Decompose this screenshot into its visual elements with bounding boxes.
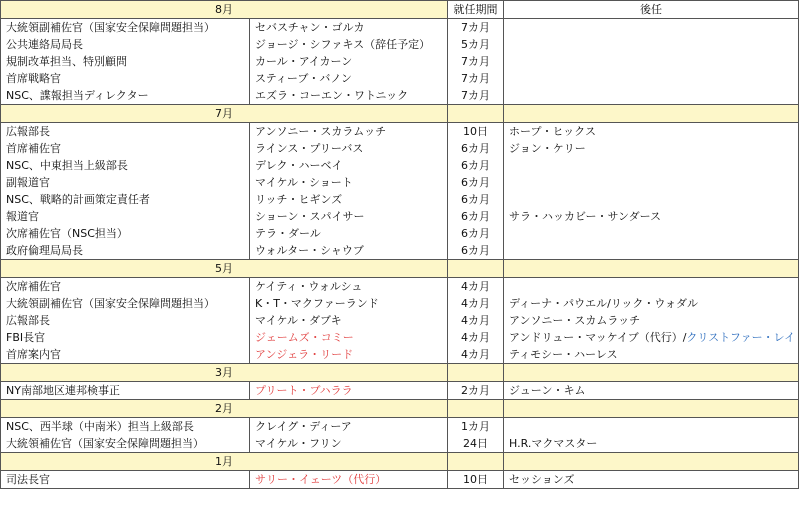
position-cell: 副報道官 (1, 174, 250, 191)
successor-cell (504, 382, 799, 400)
duration-cell: 24日 (448, 435, 504, 453)
position-cell: 次席補佐官 (1, 278, 250, 296)
duration-cell: 7カ月 (448, 19, 504, 37)
name-cell: ショーン・スパイサー (250, 208, 448, 225)
duration-cell: 6カ月 (448, 225, 504, 242)
successor-cell (504, 36, 799, 53)
name-cell: リッチ・ヒギンズ (250, 191, 448, 208)
successor-cell (504, 140, 799, 157)
position-cell: 公共連絡局局長 (1, 36, 250, 53)
duration-cell: 2カ月 (448, 382, 504, 400)
successor-cell (504, 295, 799, 312)
name-cell: アンソニー・スカラムッチ (250, 123, 448, 141)
position-cell: FBI長官 (1, 329, 250, 346)
name-cell: ウォルター・シャウブ (250, 242, 448, 260)
position-cell: 規制改革担当、特別顧問 (1, 53, 250, 70)
month-row (1, 260, 799, 278)
table-row (1, 295, 799, 312)
duration-cell: 6カ月 (448, 242, 504, 260)
month-row-empty-cell (448, 400, 504, 418)
month-label: 3月 (1, 364, 448, 382)
successor-name: サラ・ハッカビー・サンダース (509, 210, 662, 223)
position-cell: 次席補佐官（NSC担当） (1, 225, 250, 242)
table-header-row (1, 1, 799, 19)
successor-cell (504, 225, 799, 242)
name-cell: K・T・マクファーランド (250, 295, 448, 312)
table-row (1, 242, 799, 260)
month-row-empty-cell (448, 105, 504, 123)
name-cell: スティーブ・バノン (250, 70, 448, 87)
month-label: 2月 (1, 400, 448, 418)
month-label: 5月 (1, 260, 448, 278)
name-cell: デレク・ハーベイ (250, 157, 448, 174)
table-row (1, 36, 799, 53)
successor-cell (504, 191, 799, 208)
name-cell: マイケル・ダブキ (250, 312, 448, 329)
duration-cell: 4カ月 (448, 295, 504, 312)
table-row (1, 140, 799, 157)
table-row (1, 157, 799, 174)
month-row (1, 105, 799, 123)
table-row (1, 225, 799, 242)
month-row-empty-cell (504, 105, 799, 123)
position-cell: 首席戦略官 (1, 70, 250, 87)
position-cell: NSC、中東担当上級部長 (1, 157, 250, 174)
successor-cell (504, 278, 799, 296)
duration-column-header: 就任期間 (448, 1, 504, 19)
table-body (1, 1, 799, 489)
successor-cell (504, 87, 799, 105)
month-label: 1月 (1, 453, 448, 471)
name-cell: クレイグ・ディーア (250, 418, 448, 436)
name-cell: カール・アイカーン (250, 53, 448, 70)
successor-name: ジューン・キム (509, 384, 586, 397)
duration-cell: 6カ月 (448, 208, 504, 225)
successor-name: セッションズ (509, 473, 575, 486)
table-row (1, 471, 799, 489)
position-cell: 広報部長 (1, 312, 250, 329)
successor-cell (504, 157, 799, 174)
name-cell: ジェームズ・コミー (250, 329, 448, 346)
month-label: 7月 (1, 105, 448, 123)
table-row (1, 435, 799, 453)
duration-cell: 10日 (448, 123, 504, 141)
duration-cell: 7カ月 (448, 53, 504, 70)
position-cell: 首席案内官 (1, 346, 250, 364)
successor-name: ホープ・ヒックス (509, 125, 597, 138)
successor-cell (504, 53, 799, 70)
successor-name: H.R.マクマスター (509, 437, 598, 450)
duration-cell: 1カ月 (448, 418, 504, 436)
successor-cell (504, 208, 799, 225)
month-row-empty-cell (504, 400, 799, 418)
successor-cell (504, 242, 799, 260)
month-row (1, 400, 799, 418)
duration-cell: 6カ月 (448, 174, 504, 191)
successor-name: アンドリュー・マッケイブ（代行）/ (509, 331, 687, 344)
duration-cell: 4カ月 (448, 312, 504, 329)
month-row-empty-cell (504, 260, 799, 278)
name-cell: マイケル・フリン (250, 435, 448, 453)
successor-cell (504, 418, 799, 436)
position-cell: NSC、戦略的計画策定責任者 (1, 191, 250, 208)
name-cell: エズラ・コーエン・ワトニック (250, 87, 448, 105)
duration-cell: 4カ月 (448, 278, 504, 296)
table-row (1, 174, 799, 191)
successor-cell (504, 123, 799, 141)
successor-cell (504, 174, 799, 191)
table-row (1, 312, 799, 329)
name-cell: プリート・ブハララ (250, 382, 448, 400)
name-cell: サリー・イェーツ（代行） (250, 471, 448, 489)
position-cell: 広報部長 (1, 123, 250, 141)
successor-cell (504, 70, 799, 87)
position-cell: NY南部地区連邦検事正 (1, 382, 250, 400)
position-cell: 大統領副補佐官（国家安全保障問題担当） (1, 19, 250, 37)
position-cell: 大統領補佐官（国家安全保障問題担当） (1, 435, 250, 453)
table-row (1, 329, 799, 346)
table-row (1, 278, 799, 296)
successor-name: ジョン・ケリー (509, 142, 586, 155)
duration-cell: 7カ月 (448, 87, 504, 105)
month-row (1, 453, 799, 471)
successor-name: アンソニー・スカムラッチ (509, 314, 641, 327)
position-cell: NSC、諜報担当ディレクター (1, 87, 250, 105)
month-row (1, 364, 799, 382)
duration-cell: 6カ月 (448, 157, 504, 174)
name-cell: ケイティ・ウォルシュ (250, 278, 448, 296)
table-row (1, 418, 799, 436)
table-row (1, 346, 799, 364)
table-row (1, 70, 799, 87)
duration-cell: 4カ月 (448, 346, 504, 364)
position-cell: NSC、西半球（中南米）担当上級部長 (1, 418, 250, 436)
duration-cell: 5カ月 (448, 36, 504, 53)
name-cell: アンジェラ・リード (250, 346, 448, 364)
name-cell: ジョージ・シファキス（辞任予定） (250, 36, 448, 53)
duration-cell: 6カ月 (448, 191, 504, 208)
position-cell: 大統領副補佐官（国家安全保障問題担当） (1, 295, 250, 312)
table-row (1, 382, 799, 400)
month-header: 8月 (1, 1, 448, 19)
name-cell: ラインス・プリーバス (250, 140, 448, 157)
position-cell: 司法長官 (1, 471, 250, 489)
duration-cell: 6カ月 (448, 140, 504, 157)
successor-cell (504, 346, 799, 364)
successor-cell (504, 329, 799, 346)
duration-cell: 7カ月 (448, 70, 504, 87)
successor-name: ディーナ・パウエル/リック・ウォダル (509, 297, 698, 310)
successor-cell (504, 19, 799, 37)
duration-cell: 4カ月 (448, 329, 504, 346)
month-row-empty-cell (504, 453, 799, 471)
name-cell: マイケル・ショート (250, 174, 448, 191)
table-row (1, 19, 799, 37)
position-cell: 報道官 (1, 208, 250, 225)
table-row (1, 53, 799, 70)
successor-name: クリストファー・レイ (686, 331, 796, 344)
name-cell: テラ・ダール (250, 225, 448, 242)
table-row (1, 123, 799, 141)
table-row (1, 87, 799, 105)
table-row (1, 191, 799, 208)
position-cell: 首席補佐官 (1, 140, 250, 157)
successor-name: ティモシー・ハーレス (509, 348, 618, 361)
month-row-empty-cell (448, 260, 504, 278)
table-row (1, 208, 799, 225)
duration-cell: 10日 (448, 471, 504, 489)
successor-cell (504, 312, 799, 329)
month-row-empty-cell (504, 364, 799, 382)
successor-cell (504, 471, 799, 489)
successor-column-header: 後任 (504, 1, 799, 19)
successor-cell (504, 435, 799, 453)
position-cell: 政府倫理局局長 (1, 242, 250, 260)
month-row-empty-cell (448, 364, 504, 382)
month-row-empty-cell (448, 453, 504, 471)
name-cell: セバスチャン・ゴルカ (250, 19, 448, 37)
